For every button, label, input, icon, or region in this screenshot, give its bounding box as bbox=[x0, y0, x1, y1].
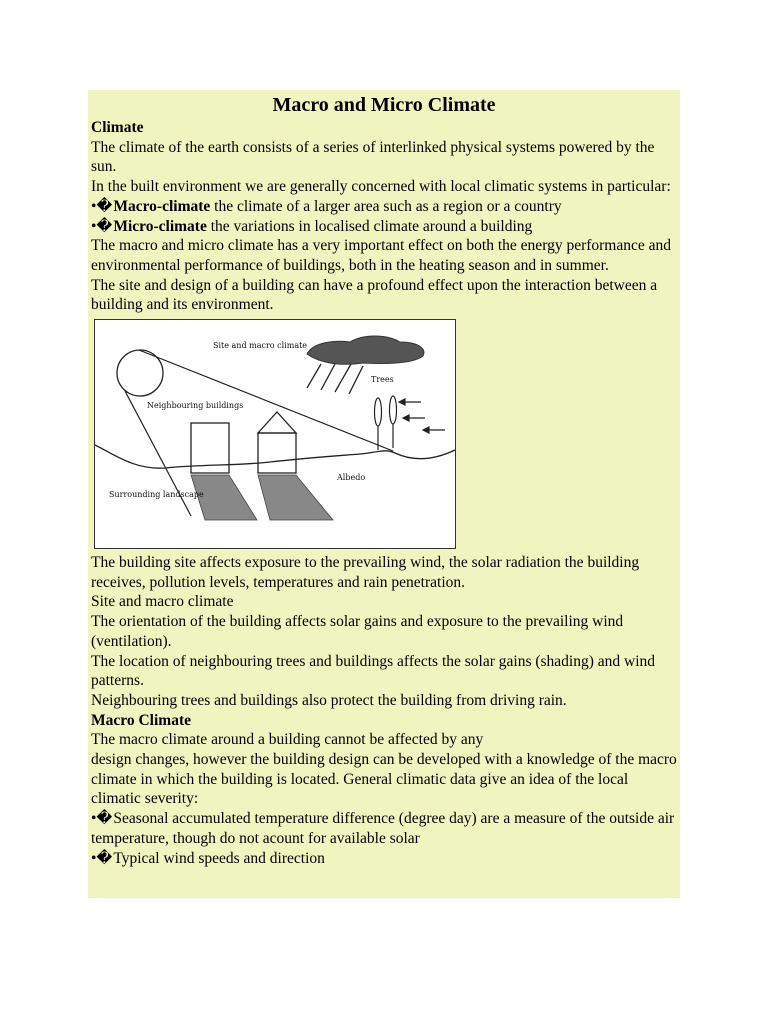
climate-diagram bbox=[94, 319, 456, 549]
label-albedo: Albedo bbox=[337, 473, 366, 483]
building-shape bbox=[258, 433, 296, 473]
diagram-svg bbox=[95, 320, 455, 548]
bullet-text: Typical wind speeds and direction bbox=[113, 849, 325, 867]
tree-shape bbox=[375, 398, 382, 426]
site-paragraph-3: The orientation of the building affects solar gains and exposure to the prevailing wind (ventilation). bbox=[91, 613, 624, 650]
climate-paragraph-4: The site and design of a building can have a profound effect upon the interaction between a building and its environment. bbox=[91, 276, 658, 314]
label-trees: Trees bbox=[371, 375, 394, 385]
climate-paragraph-1: The climate of the earth consists of a series of interlinked physical systems powered by the sun. bbox=[91, 138, 655, 176]
label-site-macro-climate: Site and macro climate bbox=[213, 341, 308, 351]
climate-paragraph-3: The macro and micro climate has a very important effect on both the energy performance and environmental performance of buildings, both in the heating season and in summer. bbox=[91, 237, 672, 274]
macro-bullet-1 bbox=[91, 809, 677, 848]
tree-shape bbox=[390, 396, 397, 424]
bullet-glyph: •� bbox=[91, 849, 113, 867]
page-title: Macro and Micro Climate bbox=[272, 94, 496, 116]
rain-line bbox=[335, 364, 351, 392]
macro-bullet-2 bbox=[91, 849, 677, 869]
rain-line bbox=[349, 366, 363, 394]
rain-line bbox=[321, 364, 335, 390]
document-body bbox=[88, 90, 680, 868]
document-page bbox=[88, 90, 680, 898]
site-paragraph-5: Neighbouring trees and buildings also protect the building from driving rain. bbox=[91, 691, 567, 709]
bullet-term: Macro-climate bbox=[113, 197, 211, 215]
site-paragraph-4: The location of neighbouring trees and buildings affects the solar gains (shading) and wind patterns. bbox=[91, 652, 656, 690]
climate-heading: Climate bbox=[91, 119, 144, 136]
macro-paragraph-2: design changes, however the building design can be developed with a knowledge of the macro climate in which the building is located. General climatic data give an idea of the local climatic severity: bbox=[91, 751, 677, 808]
building-roof bbox=[258, 412, 296, 433]
bullet-macro-climate bbox=[91, 197, 677, 217]
bullet-term: Micro-climate bbox=[113, 217, 207, 235]
shadow-shape bbox=[258, 475, 333, 520]
cloud-shape bbox=[307, 336, 424, 364]
site-paragraph-1: The building site affects exposure to the prevailing wind, the solar radiation the building receives, pollution levels, temperatures and rain penetration. bbox=[91, 554, 640, 591]
bullet-micro-climate bbox=[91, 217, 677, 237]
label-neighbouring-buildings: Neighbouring buildings bbox=[147, 401, 244, 411]
label-surrounding-landscape: Surrounding landscape bbox=[109, 490, 204, 500]
rain-line bbox=[307, 364, 321, 388]
bullet-glyph: •� bbox=[91, 217, 113, 235]
bullet-text: Seasonal accumulated temperature difference (degree day) are a measure of the outside air temperature, though do not acount for available solar bbox=[91, 810, 675, 847]
bullet-glyph: •� bbox=[91, 197, 113, 215]
macro-heading: Macro Climate bbox=[91, 711, 191, 729]
climate-paragraph-2: In the built environment we are generally concerned with local climatic systems in particular: bbox=[91, 178, 671, 196]
bullet-text: the climate of a larger area such as a region or a country bbox=[210, 197, 562, 215]
bullet-glyph: •� bbox=[91, 810, 113, 828]
bullet-text: the variations in localised climate around a building bbox=[206, 217, 533, 235]
ground-line bbox=[95, 445, 455, 468]
wind-arrow-icon bbox=[399, 399, 445, 433]
macro-paragraph-1: The macro climate around a building cannot be affected by any bbox=[91, 731, 484, 749]
site-paragraph-2: Site and macro climate bbox=[91, 593, 234, 611]
